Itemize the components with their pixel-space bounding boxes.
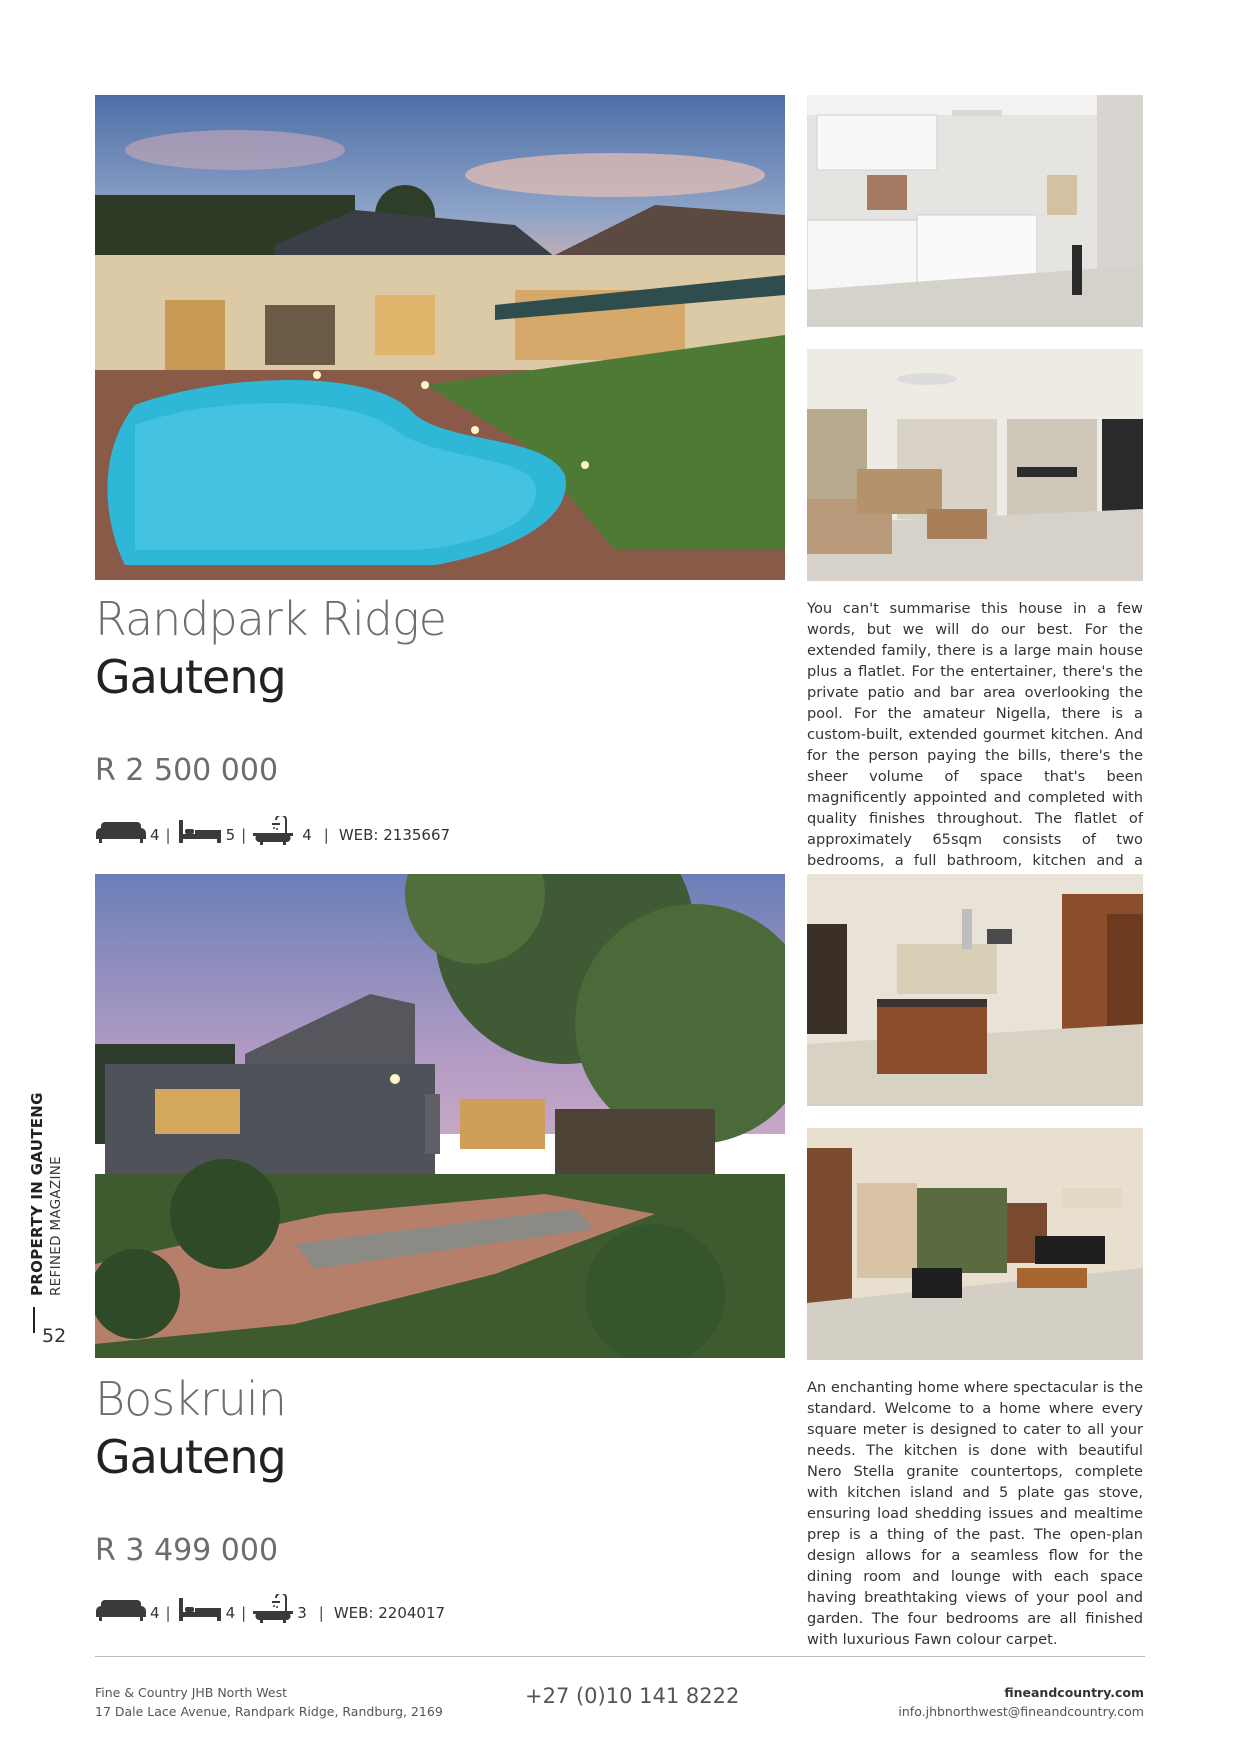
randpark-lounge-photo xyxy=(807,349,1143,581)
bed-icon xyxy=(177,1594,223,1624)
footer-address: 17 Dale Lace Avenue, Randpark Ridge, Randburg, 2169 xyxy=(95,1704,443,1719)
footer-agency-name: Fine & Country JHB North West xyxy=(95,1685,287,1700)
randpark-pool-exterior-photo xyxy=(95,95,785,580)
footer-divider xyxy=(95,1656,1145,1657)
bed-icon xyxy=(177,816,223,846)
bath-icon xyxy=(252,816,294,846)
listing-2-bedrooms: 4 xyxy=(225,1604,236,1622)
sidebar-divider xyxy=(33,1307,35,1333)
magazine-sidebar xyxy=(22,1085,70,1355)
listing-1-description: You can't summarise this house in a few words, but we will do our best. For the extended family, there is a large main house plus a flatlet. For the entertainer, there's the private patio and bar area overlooking the pool. For the amateur Nigella, there is a custom-built, extended gourmet kitchen. And for the person paying the bills, there's the sheer volume of space that's been magnificently appointed and completed with quality finishes throughout. The flatlet of approximately 65sqm consists of two bedrooms, a full bathroom, kitchen and a xyxy=(807,600,1143,869)
footer-contact-block xyxy=(898,1683,1144,1721)
listing-1-web-ref: WEB: 2135667 xyxy=(338,826,451,844)
page-number: 52 xyxy=(42,1325,67,1347)
listing-2-lounges: 4 xyxy=(150,1604,160,1622)
listing-1-price: R 2 500 000 xyxy=(95,753,279,788)
footer-agency-block xyxy=(95,1683,443,1721)
sidebar-section-title: PROPERTY IN GAUTENG xyxy=(28,1092,46,1296)
listing-2-description: An enchanting home where spectacular is the standard. Welcome to a home where every square meter is designed to cater to all your needs. The kitchen is done with beautiful Nero Stella granite countertops, complete with kitchen island and 5 plate gas stove, ensuring load shedding issues and mealtime prep is a thing of the past. The open-plan design allows for a seamless flow for the dining room and lounge with each space having breathtaking views of your pool and garden. The four bedrooms are all finished with luxurious Fawn colour carpet. xyxy=(807,1379,1143,1648)
divider: | xyxy=(241,1604,247,1622)
listing-1-suburb: Randpark Ridge xyxy=(95,592,446,646)
sofa-icon xyxy=(95,1594,147,1624)
sidebar-magazine-name: REFINED MAGAZINE xyxy=(48,1156,64,1296)
boskruin-garden-exterior-photo xyxy=(95,874,785,1358)
divider: | xyxy=(165,826,171,844)
listing-1-lounges: 4 xyxy=(150,826,160,844)
divider: | xyxy=(165,1604,171,1622)
boskruin-lounge-photo xyxy=(807,1128,1143,1360)
divider: | xyxy=(318,1604,324,1622)
footer-website-link[interactable]: fineandcountry.com xyxy=(1004,1685,1144,1700)
listing-2-province: Gauteng xyxy=(95,1430,286,1484)
footer-email-link[interactable]: info.jhbnorthwest@fineandcountry.com xyxy=(898,1704,1144,1719)
listing-1-bathrooms: 4 xyxy=(302,826,312,844)
listing-2-bathrooms: 3 xyxy=(297,1604,307,1622)
randpark-kitchen-photo xyxy=(807,95,1143,327)
bath-icon xyxy=(252,1594,294,1624)
divider: | xyxy=(323,826,329,844)
footer-phone[interactable]: +27 (0)10 141 8222 xyxy=(525,1684,740,1708)
listing-1-province: Gauteng xyxy=(95,650,286,704)
listing-2-specs xyxy=(95,1594,445,1624)
sofa-icon xyxy=(95,816,147,846)
listing-1-specs xyxy=(95,816,450,846)
listing-2-web-ref: WEB: 2204017 xyxy=(333,1604,446,1622)
listing-2-suburb: Boskruin xyxy=(95,1372,286,1426)
listing-1-bedrooms: 5 xyxy=(225,826,236,844)
listing-2-price: R 3 499 000 xyxy=(95,1533,279,1568)
boskruin-kitchen-photo xyxy=(807,874,1143,1106)
divider: | xyxy=(241,826,247,844)
